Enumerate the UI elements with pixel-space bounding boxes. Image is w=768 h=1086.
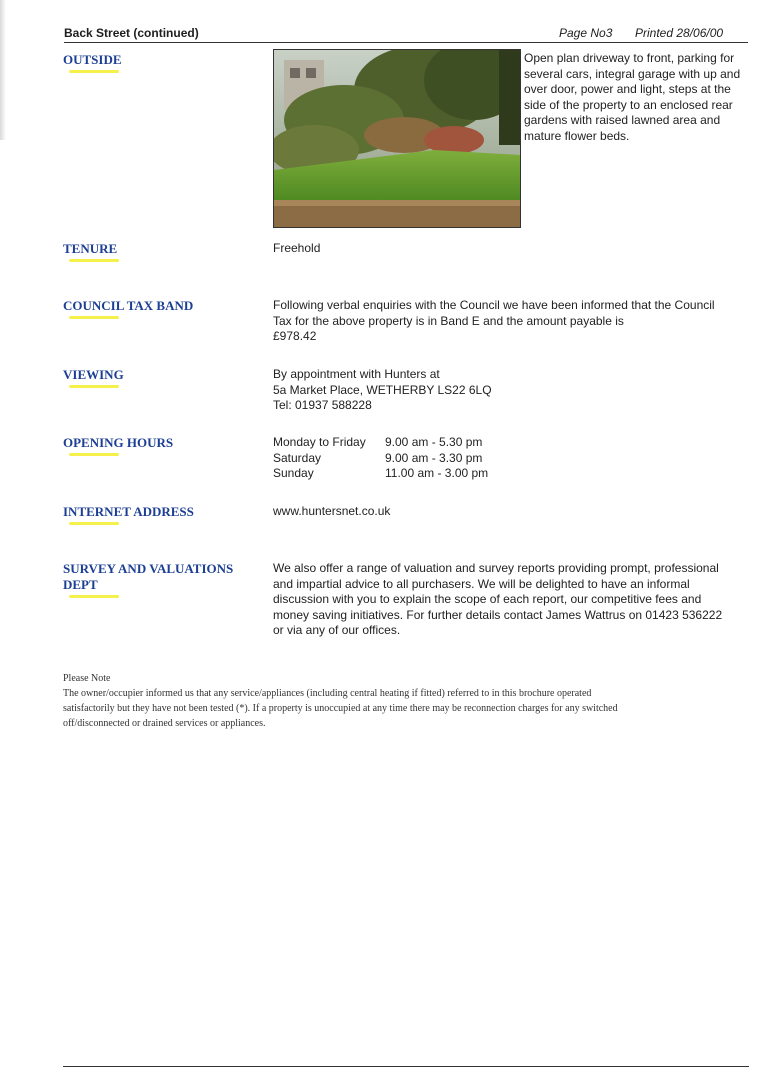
survey-line: and impartial advice to all purchasers. We will be delighted to have an informal: [273, 576, 690, 591]
header-title: Back Street (continued): [64, 26, 199, 40]
printed-date: Printed 28/06/00: [635, 26, 724, 40]
viewing-heading-text: VIEWING: [63, 367, 124, 382]
tenure-heading-text: TENURE: [63, 241, 118, 256]
highlight-mark: [69, 453, 119, 456]
viewing-phone: Tel: 01937 588228: [273, 398, 372, 412]
note-line: satisfactorily but they have not been tested (*). If a property is unoccupied at any time there may be reconnection charges for any switched: [63, 703, 618, 714]
survey-heading: [63, 561, 263, 598]
outside-heading-text: OUTSIDE: [63, 52, 122, 67]
highlight-mark: [69, 316, 119, 319]
internet-heading: [63, 504, 263, 525]
note-title: Please Note: [63, 673, 111, 684]
page-edge-shadow: [0, 0, 6, 140]
survey-line: discussion with you to explain the scope of each report, our competitive fees and: [273, 592, 702, 606]
tenure-value: Freehold: [273, 241, 321, 255]
page-header: [64, 26, 748, 43]
page-number: Page No3: [559, 26, 613, 40]
council-tax-line: Tax for the above property is in Band E and the amount payable is: [273, 313, 624, 328]
note-line: off/disconnected or drained services or appliances.: [63, 718, 266, 729]
highlight-mark: [69, 385, 119, 388]
hours-day: Sunday: [273, 466, 314, 480]
outside-heading: [63, 52, 263, 73]
garden-photo-image: [274, 50, 520, 227]
hours-row: [273, 466, 488, 482]
council-tax-heading-text: COUNCIL TAX BAND: [63, 298, 194, 313]
tenure-heading: [63, 241, 263, 262]
survey-heading-line2: DEPT: [63, 577, 98, 592]
note-line: The owner/occupier informed us that any service/appliances (including central heating if fitted) referred to in this brochure operated: [63, 688, 592, 699]
opening-hours-heading-text: OPENING HOURS: [63, 435, 174, 450]
council-tax-line: Following verbal enquiries with the Council we have been informed that the Council: [273, 298, 715, 312]
survey-text: [273, 561, 747, 639]
internet-heading-text: INTERNET ADDRESS: [63, 504, 194, 519]
hours-time: 9.00 am - 3.30 pm: [385, 450, 483, 465]
hours-time: 9.00 am - 5.30 pm: [385, 435, 483, 449]
viewing-address: 5a Market Place, WETHERBY LS22 6LQ: [273, 382, 492, 397]
please-note: [63, 671, 743, 731]
viewing-heading: [63, 367, 263, 388]
hours-row: [273, 435, 488, 451]
survey-line: We also offer a range of valuation and survey reports providing prompt, professional: [273, 561, 719, 575]
hours-day: Saturday: [273, 450, 322, 465]
opening-hours-heading: [63, 435, 263, 456]
survey-heading-line1: SURVEY AND VALUATIONS: [63, 561, 234, 576]
viewing-text: [273, 367, 492, 414]
highlight-mark: [69, 70, 119, 73]
hours-time: 11.00 am - 3.00 pm: [385, 466, 489, 480]
survey-line: money saving initiatives. For further details contact James Wattrus on 01423 536222: [273, 607, 723, 622]
hours-row: [273, 451, 488, 467]
council-tax-amount: £978.42: [273, 329, 317, 343]
council-tax-heading: [63, 298, 263, 319]
footer-rule: [63, 1066, 749, 1067]
highlight-mark: [69, 522, 119, 525]
viewing-line: By appointment with Hunters at: [273, 367, 440, 381]
council-tax-text: [273, 298, 743, 345]
highlight-mark: [69, 595, 119, 598]
outside-description: Open plan driveway to front, parking for several cars, integral garage with up and over door, power and light, steps at the side of the property to an enclosed rear gardens with raised lawned area and mature flower beds.: [524, 51, 741, 143]
garden-photo: [273, 49, 521, 228]
survey-line: or via any of our offices.: [273, 623, 401, 637]
internet-address: www.huntersnet.co.uk: [273, 504, 391, 518]
highlight-mark: [69, 259, 119, 262]
hours-day: Monday to Friday: [273, 435, 366, 449]
opening-hours-table: [273, 435, 488, 482]
